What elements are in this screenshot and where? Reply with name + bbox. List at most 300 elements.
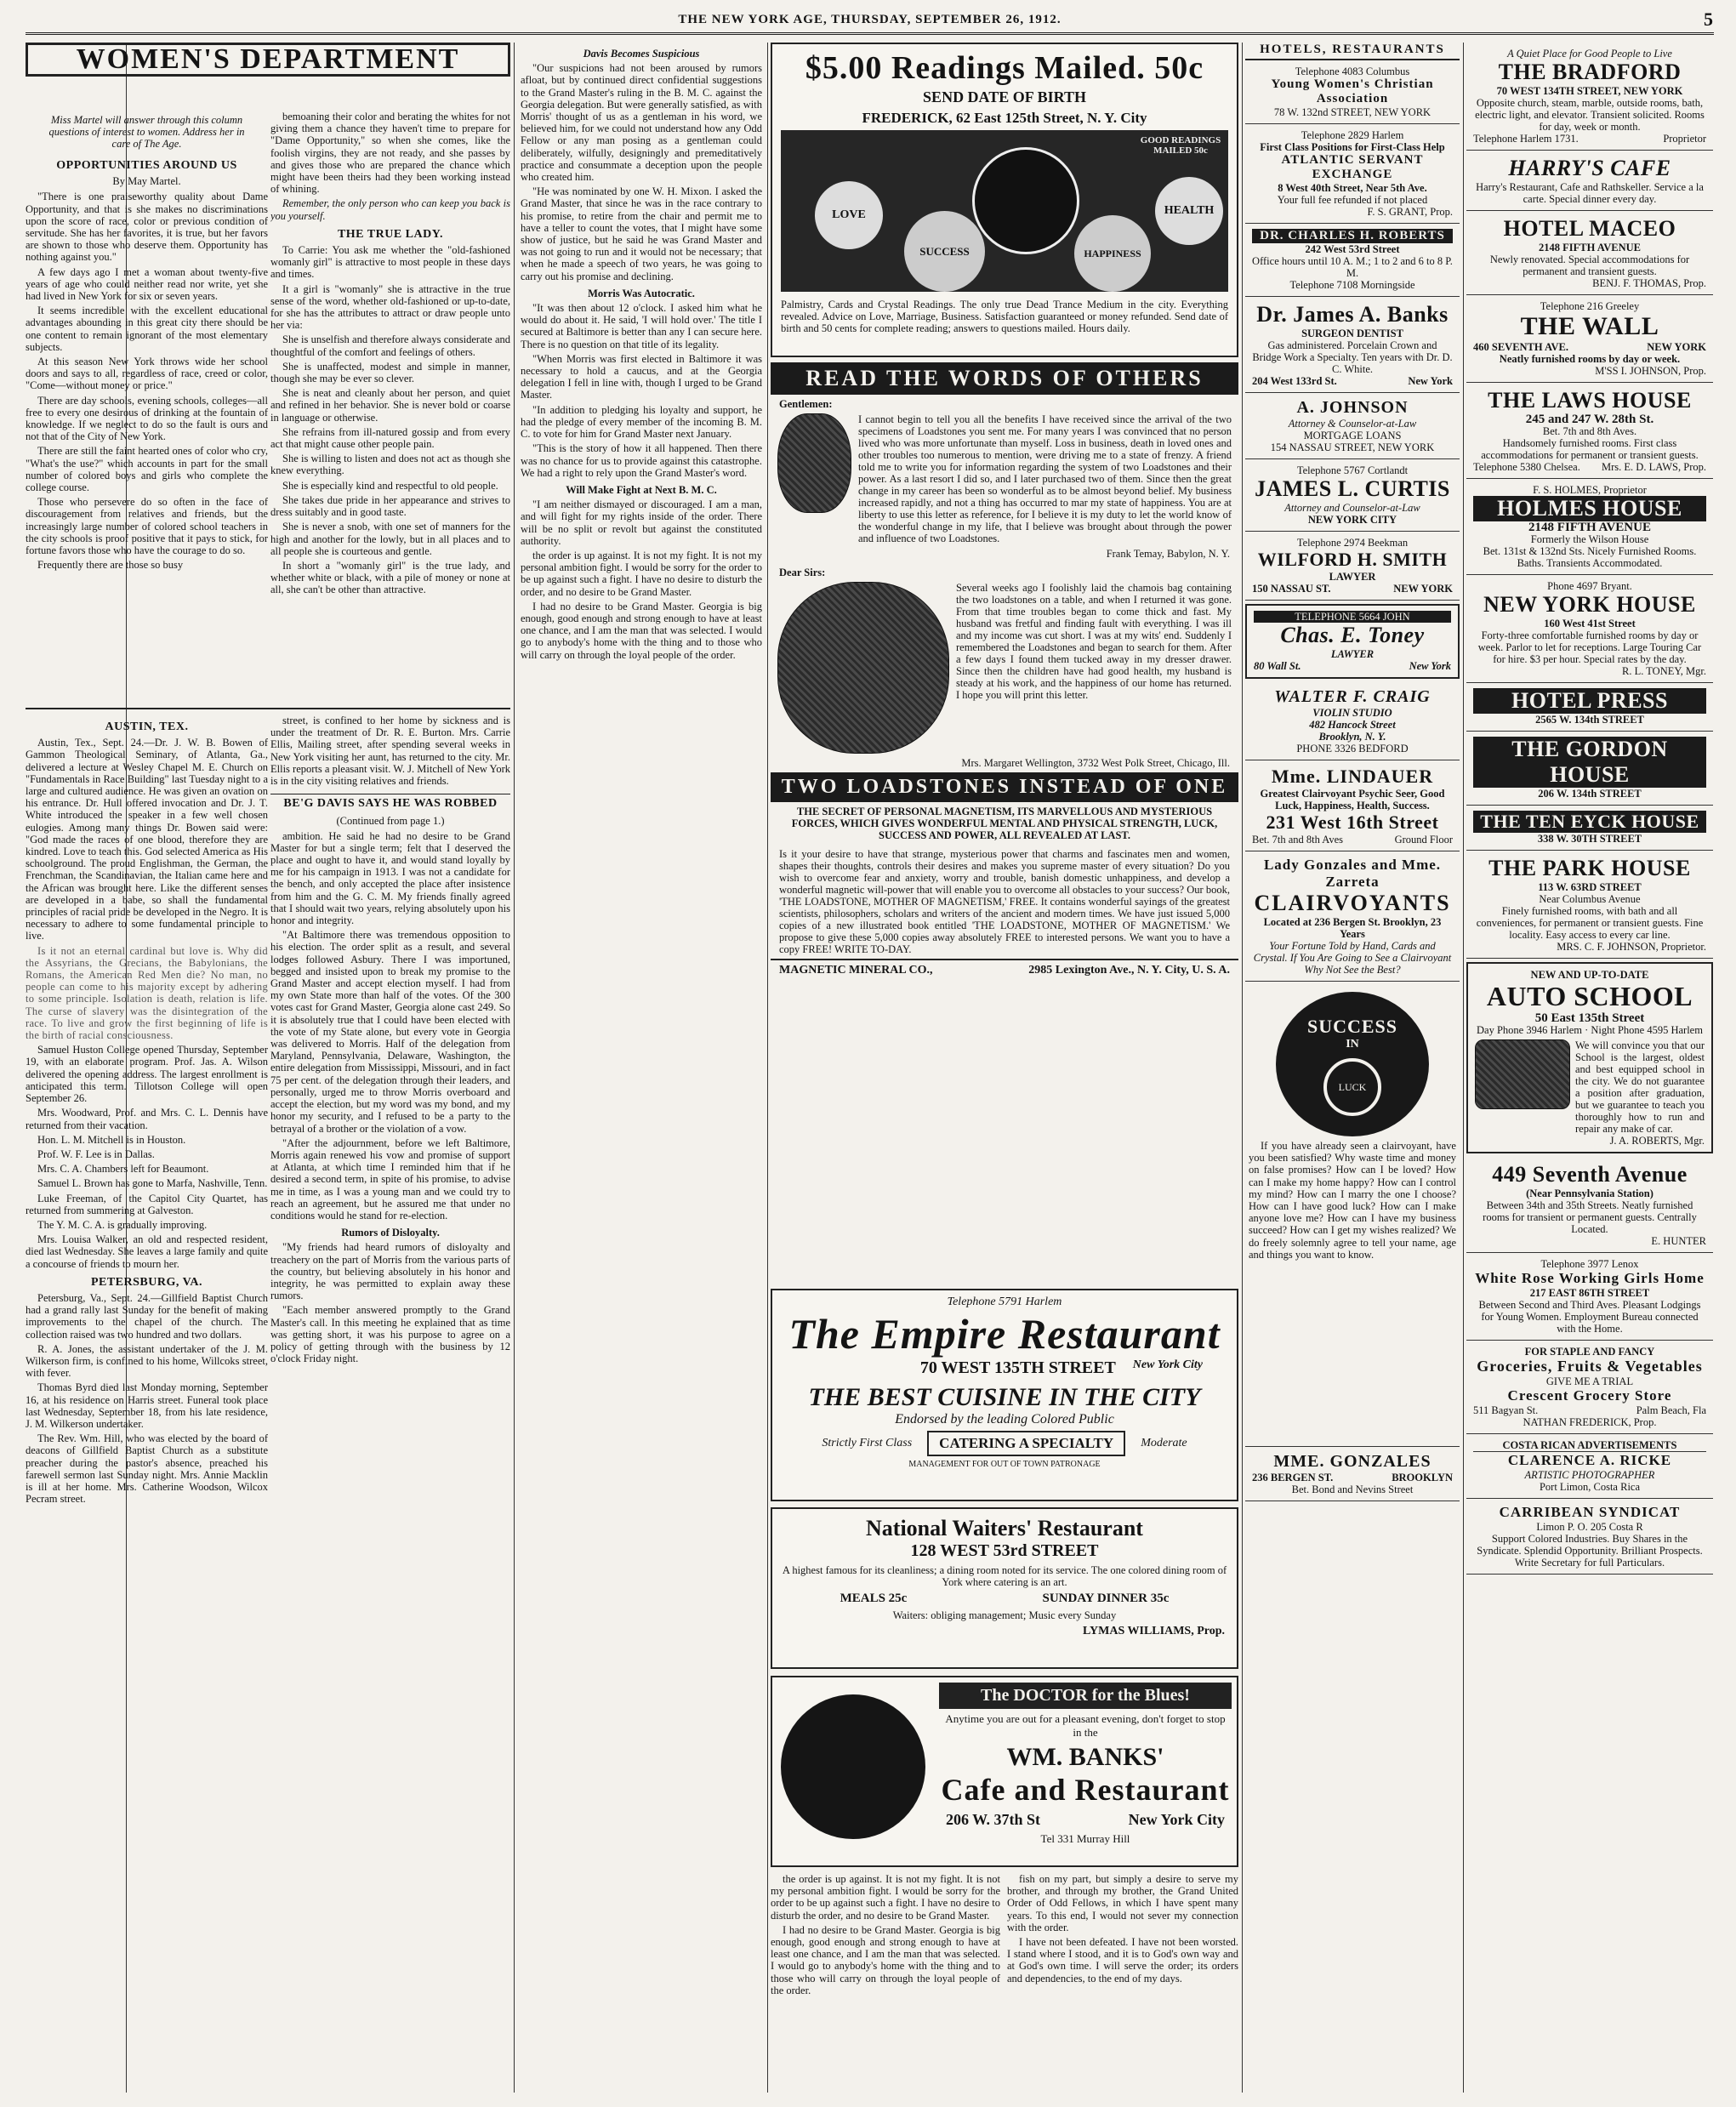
card-address: 2565 W. 134th STREET (1535, 714, 1644, 726)
card-address: 482 Hancock Street (1309, 719, 1396, 731)
card-title: Attorney & Counselor-at-Law (1288, 418, 1417, 430)
card-name: A. JOHNSON (1296, 398, 1409, 417)
bubble-success: SUCCESS (904, 211, 985, 292)
signer (771, 544, 1238, 563)
ad-phone: Telephone 5791 Harlem (947, 1296, 1062, 1308)
card-sub: Formerly the Wilson House (1530, 533, 1649, 545)
paragraph: She is unselfish and therefore always considerate and thoughtful of the comfort and feelings of others. (270, 333, 510, 358)
paragraph: I have not been defeated. I have not been worsted. I stand where I stood, and it is to God's own way and at God's own time. I will serve the order; its orders and dependencies, to the end of my days. (1007, 1936, 1238, 1985)
card-address: 245 and 247 W. 28th St. (1525, 413, 1654, 426)
card-proprietor: R. L. TONEY, Mgr. (1622, 665, 1706, 677)
card-city: New York (1408, 375, 1453, 387)
card-address: 150 NASSAU ST. (1252, 583, 1331, 595)
restaurant-endorsed: Endorsed by the leading Colored Public (895, 1412, 1114, 1426)
card-name: Mme. LINDAUER (1271, 766, 1434, 787)
card-proprietor: Proprietor (1663, 133, 1706, 145)
ad-secret: THE SECRET OF PERSONAL MAGNETISM, ITS MARVELLOUS AND MYSTERIOUS FORCES, WHICH GIVES WONDERFUL MENTAL AND PHYSICAL STRENGTH, LUCK, SUCCESS AND POWER, ALL REVEALED AT LAST. (791, 806, 1218, 841)
restaurant-address: 128 WEST 53rd STREET (910, 1541, 1099, 1560)
cafe-city: New York City (1128, 1811, 1225, 1828)
paragraph: She is willing to listen and does not act as though she knew everything. (270, 453, 510, 477)
paragraph: Samuel L. Brown has gone to Marfa, Nashville, Tenn. (37, 1177, 268, 1190)
card-address: 50 East 135th Street (1534, 1011, 1645, 1025)
card-address: 338 W. 30TH STREET (1537, 833, 1642, 845)
card-name: Lady Gonzales and Mme. Zarreta (1263, 857, 1442, 890)
white-rose-card (1466, 1253, 1713, 1341)
card-city: NEW YORK (1393, 583, 1453, 595)
paragraph: bemoaning their color and berating the whites for not giving them a chance they haven't time to prepare for "Dame Opportunity," so when she comes, like the foolish virgins, they are not ready, and she passes by and gives those who are prepared the chance which might have been theirs had they been working instead of whining. (270, 111, 510, 196)
subhead: Davis Becomes Suspicious (583, 48, 700, 60)
card-body: Finely furnished rooms, with bath and all conveniences, for permanent or transient guests. Fine locality. Easy access to every car line. (1476, 905, 1704, 941)
card-title: VIOLIN STUDIO (1312, 707, 1392, 719)
card-phone: Telephone 2829 Harlem (1301, 129, 1404, 141)
card-name: MME. GONZALES (1273, 1452, 1431, 1471)
continued-note: (Continued from page 1.) (336, 815, 445, 828)
signer-name: Frank Temay, (1106, 548, 1164, 560)
card-address: 113 W. 63RD STREET (1538, 881, 1642, 893)
directory-column-right (1466, 43, 1713, 2101)
card-body: Harry's Restaurant, Cafe and Rathskeller. Service a la carte. Special dinner every day. (1476, 181, 1704, 205)
servant-exchange-card (1245, 124, 1460, 224)
luck-label: LUCK (1323, 1058, 1381, 1116)
card-body: Handsomely furnished rooms. First class accommodations for permanent or transient guests. (1481, 437, 1699, 461)
card-title: ARTISTIC PHOTOGRAPHER (1524, 1469, 1655, 1481)
paragraph: Mrs. Woodward, Prof. and Mrs. C. L. Dennis have returned from their vacation. (26, 1107, 268, 1131)
paragraph: Frequently there are those so busy (37, 559, 184, 572)
ad-footer (771, 959, 1238, 981)
paragraph: fish on my part, but simply a desire to serve my brother, and through my brother, the Grand United Order of Odd Fellows, in which I have spent many years. To this end, I would not sever my connection with the order. (1007, 1873, 1238, 1933)
paragraph: She refrains from ill-natured gossip and from every act that might cause other people pain. (270, 425, 510, 451)
paragraph: There are still the faint hearted ones of color who cry, "What's the use?" which accounts in part for the small number of colored boys and girls who complete the college course. (26, 445, 268, 494)
greeting: Gentlemen: (779, 398, 833, 410)
card-address: 154 NASSAU STREET, NEW YORK (1270, 441, 1435, 453)
card-floor: Ground Floor (1394, 834, 1453, 846)
card-name: White Rose Working Girls Home (1475, 1270, 1705, 1286)
card-body: Between Second and Third Aves. Pleasant Lodgings for Young Women. Employment Bureau connected with the Home. (1478, 1299, 1701, 1335)
paragraph: Petersburg, Va., Sept. 24.—Gillfield Baptist Church had a grand rally last Sunday for the benefit of making improvements to the chapel of the church. The collection raised was two hundred and two dollars. (26, 1291, 268, 1341)
card-name: HOLMES HOUSE (1473, 496, 1706, 521)
ten-eyck-house-card (1466, 806, 1713, 851)
card-proprietor: F. S. HOLMES, Proprietor (1533, 484, 1647, 496)
paragraph: To Carrie: You ask me whether the "old-fashioned womanly girl" is attractive to most people in these days and times. (270, 244, 510, 281)
signer (771, 754, 1238, 772)
proprietor: LYMAS WILLIAMS, Prop. (1082, 1625, 1225, 1637)
paragraph: It a girl is "womanly" she is attractive in the true sense of the word, whether old-fashioned or up-to-date, for she has the attributes to attract or draw people unto her via: (270, 282, 510, 332)
paragraph: Hon. L. M. Mitchell is in Houston. (37, 1133, 186, 1146)
automobile-image (1475, 1039, 1570, 1109)
paragraph: Austin, Tex., Sept. 24.—Dr. J. W. B. Bowen of Gammon Theological Seminary, of Atlanta, Ga., delivered a lecture at Wesley Chapel M. E. Church on "Fundamentals in Race Building" last Tuesday night to a large and cultured audience. He was given an ovation on his entrance. Dr. Hull offered invocation and Dr. J. T. White introduced the speaker in a few well chosen eulogies. Among many things Dr. Bowen said were: "God made the races of one blood, therefore they are kindred. Love to teach this. God selected America as His schoolground. The proud Englishman, the German, the Frenchman, the Scandinavian, the Italian came here and the African was brought here. Like the different senses are developed in a babe, so shall the fundamental principles of racial pride be developed in the Negro. It is necessary to adhere to some fundamental principle to live. (26, 737, 268, 942)
ad-address: FREDERICK, 62 East 125th Street, N. Y. City (862, 110, 1147, 126)
card-name: Chas. E. Toney (1280, 623, 1425, 647)
ad-body: Is it your desire to have that strange, mysterious power that charms and fascinates men and women, shapes their thoughts, controls their desires and makes you supreme master of every situation? Do you wish to overcome fear and anxiety, worry and trouble, banish domestic unhappiness, and develop a wonderful magnetic will-power that will enable you to overcome all obstacles to your success? Our book, 'THE LOADSTONE, MOTHER OF MAGNETISM,' FREE. It contains wonderful sayings of the greatest scientists, philosophers, scholars and writers of the ancient and modern times. We have just issued 5,000 copies of a new illustrated book entitled 'THE LOADSTONE, MOTHER OF MAGNETISM.' We propose to give these 5,000 copies away absolutely FREE to interested persons. We want you to have a copy FREE! WRITE TO-DAY. (779, 848, 1230, 955)
card-body: Greatest Clairvoyant Psychic Seer, Good Luck, Happiness, Health, Success. (1260, 788, 1445, 811)
loadstones-ad (771, 362, 1238, 1281)
card-body: Newly renovated. Special accommodations for permanent and transient guests. (1489, 253, 1690, 277)
paragraph: In short a "womanly girl" is the true lady, and whether white or black, with a pile of money or none at all, she can't be other than attractive. (270, 559, 510, 596)
bradford-card (1466, 43, 1713, 151)
card-address: Port Limon, Costa Rica (1539, 1481, 1641, 1493)
card-address: 80 Wall St. (1254, 660, 1301, 672)
card-name: CLARENCE A. RICKE (1507, 1452, 1672, 1468)
paragraph: A few days ago I met a woman about twenty-five years of age who could neither read nor write, yet she had lived in New York for six or seven years. (26, 265, 268, 303)
card-name: JAMES L. CURTIS (1255, 476, 1450, 501)
section-header: HOTELS, RESTAURANTS (1245, 43, 1460, 60)
card-address: 160 West 41st Street (1544, 618, 1636, 629)
card-proprietor: Mrs. E. D. LAWS, Prop. (1602, 461, 1706, 473)
management-note: MANAGEMENT FOR OUT OF TOWN PATRONAGE (908, 1460, 1101, 1469)
paragraph: The Rev. Wm. Hill, who was elected by the board of deacons of Gillfield Baptist Church as a substitute preacher during the pastor's absence, preached his farewell sermon last Sunday night. Mrs. Annie Macklin is ill at her home. Mrs. Catherine Woodson, Wilcox Pecram street. (26, 1432, 268, 1506)
cafe-emblem-icon (781, 1694, 925, 1839)
success-emblem (1245, 987, 1460, 1140)
paragraph: Luke Freeman, of the Capitol City Quartet, has returned from summering at Galveston. (26, 1192, 268, 1216)
laws-house-card (1466, 383, 1713, 479)
card-phone: Telephone 2974 Beekman (1296, 537, 1409, 549)
restaurant-slogan: THE BEST CUISINE IN THE CITY (808, 1383, 1201, 1411)
signer-place: 3732 West Polk Street, Chicago, Ill. (1077, 757, 1230, 769)
card-tagline: First Class Positions for First-Class Help (1260, 141, 1445, 153)
paragraph: She is unaffected, modest and simple in manner, though she may be ever so clever. (270, 360, 510, 385)
waiters-restaurant-ad (771, 1507, 1238, 1669)
paragraph: Samuel Huston College opened Thursday, September 19, with an elaborate program. Prof. Jas. A. Wilson delivered the opening address. The largest enrollment is anticipated this term. Tillotson College will open September 26. (26, 1044, 268, 1105)
paragraph: "After the adjournment, before we left Baltimore, Morris again renewed his vow and promise of support at Atlanta, at which time I reminded him that if he desired a second term, in spite of his promise, to advise me in time, as I was a young man and we could try to reach an agreement, but he assured me that under no conditions would he stand for re-election. (270, 1136, 510, 1221)
crystal-ball-icon (972, 147, 1079, 254)
subhead: Rumors of Disloyalty. (341, 1227, 440, 1239)
card-name: THE TEN EYCK HOUSE (1473, 811, 1706, 833)
card-title: Attorney and Counselor-at-Law (1284, 502, 1420, 514)
card-address: 206 W. 134th STREET (1538, 788, 1642, 800)
card-name: HOTEL PRESS (1473, 688, 1706, 714)
cafe-address: 206 W. 37th St (946, 1811, 1041, 1828)
costa-rica-card (1466, 1434, 1713, 1499)
paragraph: Thomas Byrd died last Monday morning, September 16, at his residence on Harris street. Funeral took place last Wednesday, September 18, from his late residence, J. M. Wilkerson undertaker. (26, 1381, 268, 1430)
cafe-title: Cafe and Restaurant (941, 1773, 1230, 1807)
card-phone: TELEPHONE 5664 JOHN (1254, 611, 1451, 623)
card-name: ATLANTIC SERVANT EXCHANGE (1281, 153, 1424, 181)
card-name: NEW YORK HOUSE (1483, 592, 1696, 617)
paragraph: At this season New York throws wide her school doors and says to all, regardless of race, creed or color, "Come—without money or price." (26, 356, 268, 392)
card-phone: Phone 4697 Bryant. (1547, 580, 1632, 592)
paragraph: She is neat and cleanly about her person, and quiet and refined in her behavior. She is never bold or coarse in language or otherwise. (270, 387, 510, 424)
ad-header: The DOCTOR for the Blues! (939, 1683, 1232, 1709)
new-york-house-card (1466, 575, 1713, 683)
article-title: OPPORTUNITIES AROUND US (56, 159, 237, 172)
paragraph: "I am neither dismayed or discouraged. I am a man, and will fight for my rights inside of the order. There will be no split or revolt but against the constituted authority. (521, 498, 762, 547)
ad-body: Palmistry, Cards and Crystal Readings. The only true Dead Trance Medium in the city. Everything revealed. Advice on Love, Marriage, Business. Satisfaction guaranteed or money refunded. Send date of birth and 50 cents for complete reading; answers to questions mailed. Hours daily. (781, 299, 1228, 334)
paragraph: the order is up against. It is not my fight. It is not my personal ambition fight. I would be sorry for the order to be up against such a fight. I have no desire to disturb the order, and no desire to be Grand Master. (771, 1873, 1000, 1922)
card-name: THE GORDON HOUSE (1473, 737, 1706, 788)
card-proprietor: NATHAN FREDERICK, Prop. (1523, 1416, 1657, 1428)
bubble-happiness: HAPPINESS (1074, 215, 1151, 292)
column-2-lower (270, 715, 510, 2093)
paragraph: Remember, the only person who can keep you back is you yourself. (270, 197, 510, 222)
page-number: 5 (1704, 9, 1714, 30)
card-address: 231 West 16th Street (1266, 811, 1439, 833)
card-city: BROOKLYN (1392, 1472, 1453, 1483)
success-label: SUCCESS (1306, 1016, 1398, 1037)
paragraph: If you have already seen a clairvoyant, have you been satisfied? Why waste time and money on false promises? How can I be loved? How can I make my home happy? How can I control my mind? How can I marry the one I choose? How can I have good luck? How can I make anyone love me? How can I have my business succeed? How can I get my wishes realized? We do freely solemnly agree to tell your name, age and things you want to know. (1249, 1140, 1456, 1261)
column-1-upper (26, 111, 268, 706)
card-city: NEW YORK (1647, 341, 1706, 353)
card-address: 217 EAST 86TH STREET (1529, 1287, 1650, 1299)
card-proprietor: MRS. C. F. JOHNSON, Proprietor. (1557, 941, 1706, 953)
card-title: CLAIRVOYANTS (1254, 891, 1451, 915)
dentist-card (1245, 297, 1460, 393)
ad-banner: READ THE WORDS OF OTHERS (771, 362, 1238, 395)
card-phone: Telephone 4083 Columbus (1295, 65, 1410, 77)
card-address: 2148 FIFTH AVENUE (1528, 521, 1651, 534)
paragraph: Mrs. Louisa Walker, an old and respected resident, died last Wednesday. She leaves a large family and quite a concourse of friends to mourn her. (26, 1233, 268, 1270)
class-label: Strictly First Class (822, 1437, 913, 1449)
column-3 (521, 43, 762, 2101)
ad-illustration (781, 130, 1228, 292)
ad-banner: TWO LOADSTONES INSTEAD OF ONE (771, 772, 1238, 802)
card-give: GIVE ME A TRIAL (1545, 1375, 1634, 1387)
paragraph: "It was then about 12 o'clock. I asked him what he would do about it. He said, 'I will hold over.' The title I secured at Baltimore is better than any I can secure here. There is no question on that title of its legality. (521, 302, 762, 350)
column-rule (767, 43, 768, 2093)
cafe-phone: Tel 331 Murray Hill (1040, 1832, 1130, 1845)
article-title: THE TRUE LADY. (337, 227, 444, 241)
card-body: Your full fee refunded if not placed (1277, 194, 1428, 206)
byline: By May Martel. (112, 175, 181, 188)
catering-label: CATERING A SPECIALTY (927, 1431, 1125, 1456)
paragraph: It seems incredible with the excellent educational advantages abounding in this great city there should be one content to remain ignorant of the most elementary subjects. (26, 305, 268, 353)
ad-title: $5.00 Readings Mailed. 50c (805, 50, 1204, 86)
card-body: MORTGAGE LOANS (1303, 430, 1402, 441)
paragraph: "In addition to pledging his loyalty and support, he had the pledge of every member of the incoming B. M. C. to vote for him for Grand Master next January. (521, 403, 762, 441)
column-rule (1242, 43, 1243, 2093)
card-city: New York (1409, 660, 1451, 672)
paragraph: "He was nominated by one W. H. Mixon. I asked the Grand Master, that since he was in the race contrary to his promise, to retire from the chair and permit me to have a teller to count the votes, that I might have some show of justice, but he said he was Grand Master and was not going to run and it would not be necessary; that when he made a speech of two years, he was going to carry out his promise and declining. (521, 185, 762, 282)
card-address: 8 West 40th Street, Near 5th Ave. (1278, 182, 1427, 194)
card-title: LAWYER (1329, 571, 1376, 583)
card-tagline: NEW AND UP-TO-DATE (1530, 969, 1649, 981)
card-store: Crescent Grocery Store (1507, 1387, 1672, 1404)
card-sub: (Near Pennsylvania Station) (1526, 1187, 1653, 1199)
seventh-avenue-card (1466, 1157, 1713, 1253)
subhead: Morris Was Autocratic. (588, 287, 695, 299)
card-body: Office hours until 10 A. M.; 1 to 2 and 6 to 8 P. M. (1252, 255, 1453, 279)
card-address: Limon P. O. 205 Costa R (1536, 1521, 1643, 1533)
paragraph: I had no desire to be Grand Master. Georgia is big enough, good enough and strong enough to have at least one chance, and I am the man that was selected. I would go to anybody's home with the thing and to those who will carry on through the loyal people of the order. (771, 1923, 1000, 1996)
bottom-right-text (1007, 1873, 1238, 2103)
readings-ad (771, 43, 1238, 357)
clairvoyant-body (1245, 1140, 1460, 1446)
card-proprietor: BENJ. F. THOMAS, Prop. (1592, 277, 1706, 289)
banks-cafe-ad (771, 1676, 1238, 1867)
card-name: THE BRADFORD (1498, 60, 1682, 84)
card-tagline: A Quiet Place for Good People to Live (1507, 48, 1672, 60)
paragraph: Prof. W. F. Lee is in Dallas. (37, 1147, 155, 1160)
column-rule (514, 43, 515, 2093)
card-proprietor: J. A. ROBERTS, Mgr. (1609, 1135, 1705, 1147)
card-body: Opposite church, steam, marble, outside rooms, bath, electric light, and elevator. Transient solicited. Rooms for day, week or month. (1475, 97, 1705, 133)
card-phone: Telephone 7108 Morningside (1289, 279, 1415, 291)
card-body: Bet. 131st & 132nd Sts. Nicely Furnished Rooms. Baths. Transients Accommodated. (1483, 545, 1697, 569)
holmes-house-card (1466, 479, 1713, 575)
the-wall-card (1466, 295, 1713, 383)
readings-mailed-label: GOOD READINGS MAILED 50c (1140, 135, 1221, 156)
card-tagline: FOR STAPLE AND FANCY (1524, 1346, 1655, 1358)
card-address: 236 BERGEN ST. (1252, 1472, 1334, 1483)
card-name: HARRY'S CAFE (1508, 156, 1671, 180)
paragraph: "This is the story of how it all happened. Then there was no chance for us to provide against this catastrophe. We had a right to rely upon the Grand Master's word. (521, 442, 762, 479)
paragraph: "My friends had heard rumors of disloyalty and treachery on the part of Morris from the various parts of the country, but believing absolutely in his honor and integrity, he was permitted to explain away these rumors. (270, 1241, 510, 1302)
ad-tagline: Anytime you are out for a pleasant evening, don't forget to stop in the (945, 1712, 1226, 1739)
paragraph: "When Morris was first elected in Baltimore it was necessary to hold a caucus, and at the Georgia delegation I fell in line with, though I urged to be Grand Master. (521, 352, 762, 401)
ywca-card (1245, 60, 1460, 124)
card-sub: Bet. Bond and Nevins Street (1291, 1483, 1414, 1495)
subhead: Will Make Fight at Next B. M. C. (566, 483, 717, 496)
testimonial-letter: I cannot begin to tell you all the benefits I have received since the arrival of the two specimens of Loadstones you sent me. For many years I was convinced that no person lived who was more unfortunate than myself. Loss in business, death in loved ones and other troubles too numerous to mention, were driving me to a state of frenzy. A friend told me to write you for information regarding the system of two Loadstones and their power. As a last resort I did so, and I later purchased two of them. Since then the great change in my career has been so wonderful as to be almost beyond belief. My business increased rapidly, and not a thing has occurred to mar my state of happiness. You are at liberty to use this letter as reference, for I believe it is my duty to let the world know of the wonderful change in my life, that I believe was brought about through the power and influence of two Loadstones. (858, 413, 1232, 544)
masthead (26, 7, 1714, 35)
card-phone: Telephone Harlem 1731. (1473, 133, 1579, 145)
paragraph: She takes due pride in her appearance and strives to dress suitably and in good taste. (270, 493, 510, 519)
restaurant-name: The Empire Restaurant (788, 1310, 1221, 1358)
petersburg-title: PETERSBURG, VA. (90, 1275, 203, 1289)
lawyer-card (1245, 604, 1460, 679)
card-name: THE PARK HOUSE (1488, 856, 1691, 880)
park-house-card (1466, 851, 1713, 959)
card-body: Neatly furnished rooms by day or week. (1499, 353, 1681, 365)
paragraph: R. A. Jones, the assistant undertaker of the J. M. Wilkerson firm, is confined to his home, Willcoks street, with fever. (26, 1342, 268, 1380)
loadstone-image (777, 582, 949, 754)
department-title: WOMEN'S DEPARTMENT (26, 43, 510, 77)
card-name: WALTER F. CRAIG (1274, 687, 1431, 706)
card-name: Dr. James A. Banks (1256, 302, 1449, 327)
card-sub: Near Columbus Avenue (1539, 893, 1641, 905)
card-address: 511 Bagyan St. (1473, 1404, 1539, 1416)
card-header: COSTA RICAN ADVERTISEMENTS (1473, 1439, 1706, 1452)
article-body (26, 191, 268, 571)
card-address: 204 West 133rd St. (1252, 375, 1337, 387)
column-2-upper (270, 111, 510, 706)
card-address: 2148 FIFTH AVENUE (1539, 242, 1641, 253)
paragraph: "There is one praiseworthy quality about Dame Opportunity, and that is she makes no discriminations upon the score of race, color or previous condition of servitude. She has her favorites, it is true, but her favors are shown to those who deserve them. Opportunity has nothing against you." (26, 191, 268, 264)
editor-note: Miss Martel will answer through this column questions of interest to women. Address her in care of The Age. (48, 114, 245, 150)
bubble-health: HEALTH (1155, 177, 1223, 245)
testimonial-letter: Several weeks ago I foolishly laid the chamois bag containing the two loadstones on a table, and when I returned it was gone. From that time troubles began to come thick and fast. My husband was fretful and finding fault with everything. I was ill and my income was cut short. I was at my wits' end. Suddenly I remembered the Loadstones and began to search for them. After a few days I found them tucked away in my dresser drawer. Since then the children have had good health, my husband is steady at his work, and the happiness of our home has returned. I hope you will print this letter. (956, 582, 1232, 701)
card-name: DR. CHARLES H. ROBERTS (1252, 229, 1453, 243)
harrys-cafe-card (1466, 151, 1713, 211)
card-body: Forty-three comfortable furnished rooms by day or week. Parlor to let for receptions. Large Touring Car for hire. $3 per hour. Special rates by the day. (1477, 629, 1702, 665)
section-divider (26, 708, 510, 709)
masthead-title: THE NEW YORK AGE, THURSDAY, SEPTEMBER 26, 1912. (678, 12, 1062, 26)
hotel-maceo-card (1466, 211, 1713, 295)
card-name: Groceries, Fruits & Vegetables (1477, 1358, 1703, 1375)
paragraph: "At Baltimore there was tremendous opposition to his election. The order split as a result, and several lodges followed Asbury. There I was importuned, begged and insisted upon to break my promise to the Grand Master and accept election myself. I had from my own State more than half of the votes. Of the 300 votes cast for Grand Master, Georgia alone cast 249. So it is absolutely true that I could have been elected with the vote of my State alone, but every vote in Georgia was delivered to Morris. Half of the delegation from Maryland, Pennsylvania, Delaware, Washington, the entire delegation from Mississippi, Missouri, and in fact 75 per cent. of the delegation through their leaders, and personally, urged me to throw Morris overboard and accept the election, but my word was my bond, and my honor my security, and I refused to be a party to the betrayal of a brother or the violation of a vow. (270, 929, 510, 1135)
gonzales-card (1245, 1446, 1460, 1501)
violin-studio-card (1245, 682, 1460, 760)
card-title: SURGEON DENTIST (1301, 327, 1403, 339)
card-sub: Bet. 7th and 8th Aves (1252, 834, 1344, 846)
card-name: THE LAWS HOUSE (1488, 388, 1692, 413)
bottom-left-text (771, 1873, 1000, 2103)
card-address: NEW YORK CITY (1307, 514, 1397, 526)
paragraph: She is especially kind and respectful to old people. (282, 479, 498, 492)
paragraph: There are day schools, evening schools, colleges—all free to every one desirous of drinking at the fountain of knowledge. If we neglect to do so the fault is ours and not that of the City of New York. (26, 394, 268, 443)
paragraph: Mrs. C. A. Chambers left for Beaumont. (37, 1163, 209, 1176)
card-phone: Telephone 5767 Cortlandt (1296, 464, 1409, 476)
card-name: HOTEL MACEO (1503, 216, 1676, 241)
card-phone: Telephone 216 Greeley (1540, 300, 1640, 312)
card-city: Palm Beach, Fla (1636, 1404, 1706, 1416)
paragraph: "Each member answered promptly to the Grand Master's call. In this meeting he explained that as time was getting short, it was his purpose to agree on a policy of getting through with the business by 12 o'clock Friday night. (270, 1304, 510, 1365)
gordon-house-card (1466, 732, 1713, 806)
grocery-card (1466, 1341, 1713, 1434)
paragraph: The Y. M. C. A. is gradually improving. (37, 1218, 208, 1231)
horseshoe-icon (1276, 992, 1429, 1136)
hotel-press-card (1466, 683, 1713, 732)
card-phone: PHONE 3326 BEDFORD (1296, 743, 1409, 755)
card-name: CARRIBEAN SYNDICAT (1499, 1504, 1681, 1520)
column-rule (1463, 43, 1464, 2093)
card-name: WILFORD H. SMITH (1257, 549, 1448, 570)
paragraph: street, is confined to her home by sickness and is under the treatment of Dr. R. E. Burton. Mrs. Carrie Ellis, Mailing street, after spending several weeks in New York visiting her aunt, has returned to the city. Mr. Ellis reports a pleasant visit. W. J. Mitchell of New York is in the city visiting relatives and friends. (270, 715, 510, 788)
directory-column-left (1245, 43, 1460, 2101)
paragraph: She is never a snob, with one set of manners for the high and another for the lowly, but in all places and to all people she is courteous and gentle. (270, 521, 510, 557)
caribbean-syndicate-card (1466, 1499, 1713, 1575)
card-address: 78 W. 132nd STREET, NEW YORK (1273, 106, 1431, 118)
paragraph: Is it not an eternal cardinal but love is. Why did the Assyrians, the Grecians, the Babylonians, the Romans, the American Red Men die? No man, no people can come to his majority except by adhering to some principle. Isolation is death, relation is life. The curse of slavery was the disintegration of the race. To live and grow the first beginning of life is the birth of racial consciousness. (26, 944, 268, 1042)
card-body: Between 34th and 35th Streets. Neatly furnished rooms for transient or permanent guests. Centrally Located. (1483, 1199, 1697, 1235)
card-body: Support Colored Industries. Buy Shares in the Syndicate. Splendid Opportunity. Brilliant Prospects. Write Secretary for full Particulars. (1477, 1533, 1703, 1569)
bubble-love: LOVE (815, 181, 883, 249)
lawyer-card (1245, 532, 1460, 601)
card-name: Young Women's Christian Association (1271, 77, 1434, 105)
card-sub: Bet. 7th and 8th Aves. (1542, 425, 1637, 437)
card-proprietor: E. HUNTER (1651, 1235, 1706, 1247)
austin-title: AUSTIN, TEX. (105, 720, 189, 733)
card-address: 242 West 53rd Street (1305, 243, 1400, 255)
attorney-card (1245, 459, 1460, 532)
portrait-image (777, 413, 851, 513)
signer-place: Babylon, N. Y. (1167, 548, 1230, 560)
doctor-card (1245, 224, 1460, 297)
card-address: 70 WEST 134TH STREET, NEW YORK (1496, 85, 1683, 97)
ad-body: A highest famous for its cleanliness; a dining room noted for its service. The one colored dining room of York where catering is an art. (782, 1564, 1227, 1588)
paragraph: ambition. He said he had no desire to be Grand Master for but a single term; felt that I deserved the place and ought to have it, and would stand loyally by me for his campaign in 1913. I was not a candidate for the bench, and only accepted the place after insistence from him and the G. C. M. My friends finally agreed that I should wait two years, relying absolutely upon his honor and integrity. (270, 829, 510, 927)
ad-note: Waiters: obliging management; Music every Sunday (892, 1609, 1117, 1621)
auto-school-card (1466, 962, 1713, 1153)
attorney-card (1245, 393, 1460, 459)
card-proprietor: F. S. GRANT, Prop. (1367, 206, 1453, 218)
greeting: Dear Sirs: (779, 567, 826, 578)
restaurant-city: New York City (1132, 1358, 1203, 1371)
paragraph: "Our suspicions had not been aroused by rumors afloat, but by continued direct confidential suggestions to the Grand Master's ruling in the B. M. C. against the Georgia delegation. But were generally satisfied, as with Morris' thought of us as a gentleman in his word, we believed him, for we could not understand how any Odd Fellow or any man posing as a gentleman could deliberately, wilfully, designingly and premeditatively practice and consummate a deception upon the people who created him. (521, 62, 762, 184)
card-title: LAWYER (1330, 648, 1375, 660)
paragraph: I had no desire to be Grand Master. Georgia is big enough, good enough and strong enough to have at least one chance, and I am the man that was selected. I would go to anybody's home with the thing and to those who will carry on through the loyal people of the order. (521, 600, 762, 661)
robbed-title: BE'G DAVIS SAYS HE WAS ROBBED (270, 794, 510, 810)
moderate-label: Moderate (1141, 1437, 1187, 1449)
paragraph: Those who persevere do so often in the face of discouragement from relatives and friends, but the increasingly large number of colored school teachers in the city schools is proof positive that it pays to stick, for fortune favors those who have the courage to do so. (26, 496, 268, 557)
card-phone: Day Phone 3946 Harlem · Night Phone 4595 Harlem (1477, 1024, 1703, 1036)
card-body: Your Fortune Told by Hand, Cards and Crystal. If You Are Going to See a Clairvoyant Why Not See the Best? (1253, 940, 1452, 976)
empire-restaurant-ad (771, 1289, 1238, 1501)
clairvoyants-card (1245, 851, 1460, 982)
card-address: Located at 236 Bergen St. Brooklyn, 23 Years (1263, 916, 1442, 940)
card-body: We will convince you that our School is the largest, oldest and best equipped school in the city. We do not guarantee a position after graduation, but we guarantee to teach you thoroughly how to run and repair any make of car. (1575, 1039, 1705, 1135)
ad-subtitle: SEND DATE OF BIRTH (923, 88, 1086, 105)
paragraph: the order is up against. It is not my fight. It is not my personal ambition fight. I would be sorry for the order to be up against such a fight. I have no desire to disturb the order, and no desire to be Grand Master. (521, 549, 762, 598)
card-address: 460 SEVENTH AVE. (1473, 341, 1568, 353)
card-proprietor: M'SS I. JOHNSON, Prop. (1595, 365, 1706, 377)
card-name: 449 Seventh Avenue (1492, 1162, 1688, 1187)
card-phone: Telephone 3977 Lenox (1540, 1258, 1639, 1270)
company-address: 2985 Lexington Ave., N. Y. City, U. S. A. (1028, 964, 1230, 977)
signer-name: Mrs. Margaret Wellington, (961, 757, 1075, 769)
clairvoyant-card (1245, 760, 1460, 851)
restaurant-name: National Waiters' Restaurant (866, 1516, 1143, 1540)
card-name: AUTO SCHOOL (1486, 981, 1693, 1011)
